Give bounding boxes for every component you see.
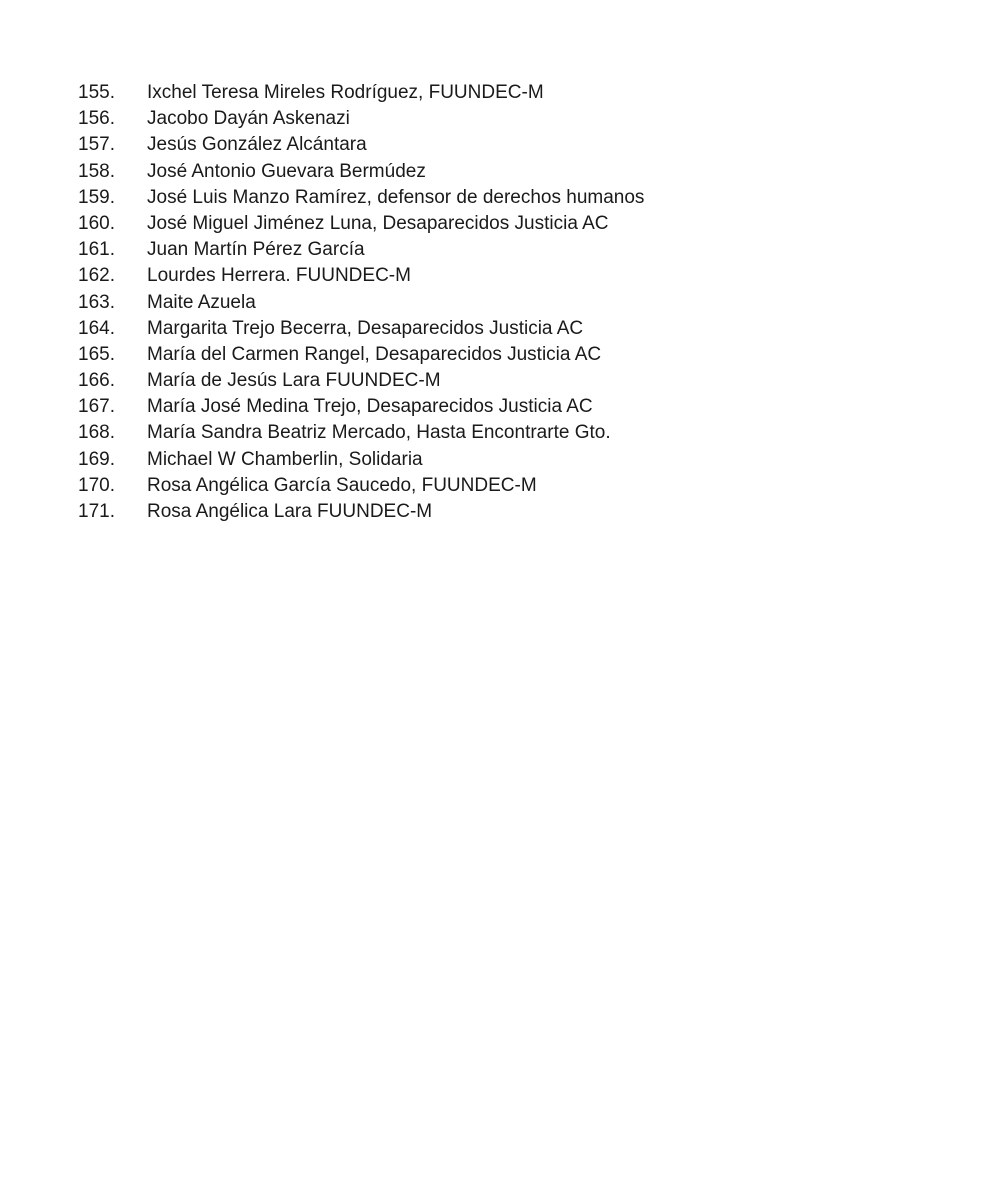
item-number: 166. [78,370,115,392]
item-name: Michael W Chamberlin, Solidaria [147,448,423,470]
item-number: 171. [78,501,115,522]
list-item [78,159,644,185]
list-item [78,185,644,211]
item-number: 169. [78,448,115,470]
item-name: María del Carmen Rangel, Desaparecidos Justicia AC [147,343,602,365]
item-number: 168. [78,422,115,444]
item-name: Ixchel Teresa Mireles Rodríguez, FUUNDEC-M [147,82,544,103]
list-item [78,420,644,446]
item-name: Margarita Trejo Becerra, Desaparecidos Justicia AC [147,317,584,339]
list-item [78,368,644,394]
item-number: 163. [78,291,115,313]
item-name: Jacobo Dayán Askenazi [147,108,350,130]
item-name: Rosa Angélica García Saucedo, FUUNDEC-M [147,474,537,496]
item-number: 155. [78,82,115,103]
list-item [78,499,644,525]
item-name: Jesús González Alcántara [147,134,367,156]
list-item [78,394,644,420]
item-name: José Antonio Guevara Bermúdez [147,160,426,182]
list-item [78,316,644,342]
item-name: María Sandra Beatriz Mercado, Hasta Encontrarte Gto. [147,422,611,444]
item-number: 167. [78,396,115,418]
item-number: 170. [78,474,115,496]
item-name: María de Jesús Lara FUUNDEC-M [147,370,441,392]
list-item [78,132,644,158]
list-item [78,263,644,289]
item-name: Rosa Angélica Lara FUUNDEC-M [147,501,433,522]
list-item [78,447,644,473]
item-number: 156. [78,108,115,130]
item-number: 161. [78,239,115,261]
item-number: 158. [78,160,115,182]
item-number: 164. [78,317,115,339]
signatory-list [78,80,644,525]
item-number: 157. [78,134,115,156]
item-name: María José Medina Trejo, Desaparecidos Justicia AC [147,396,593,418]
item-number: 160. [78,212,115,234]
item-name: José Miguel Jiménez Luna, Desaparecidos Justicia AC [147,212,609,234]
list-item [78,211,644,237]
list-item [78,80,644,106]
list-item [78,473,644,499]
item-number: 162. [78,265,115,287]
item-name: Maite Azuela [147,291,256,313]
list-item [78,106,644,132]
item-name: José Luis Manzo Ramírez, defensor de derechos humanos [147,186,645,208]
item-number: 159. [78,186,115,208]
item-name: Juan Martín Pérez García [147,239,365,261]
item-number: 165. [78,343,115,365]
item-name: Lourdes Herrera. FUUNDEC-M [147,265,411,287]
list-item [78,237,644,263]
list-item [78,290,644,316]
list-item [78,342,644,368]
